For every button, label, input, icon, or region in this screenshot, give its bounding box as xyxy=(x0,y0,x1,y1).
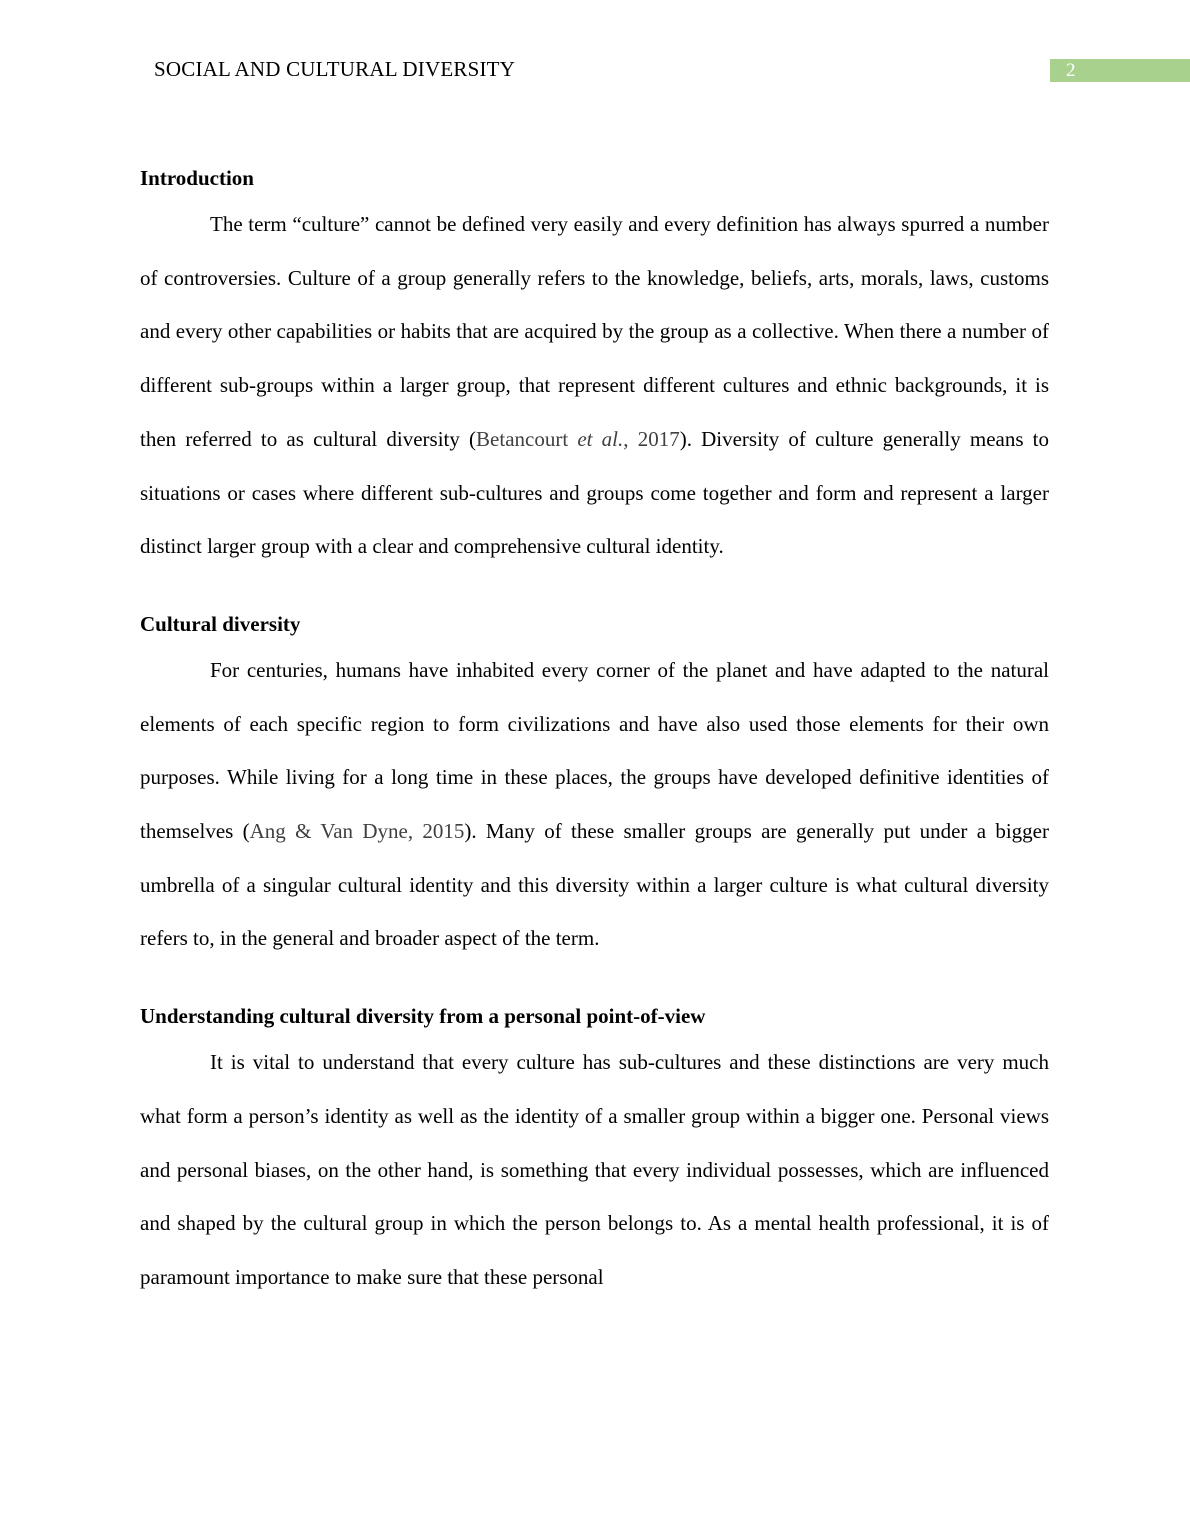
citation: Ang & Van Dyne, 2015 xyxy=(249,819,465,844)
citation-author: Betancourt xyxy=(476,426,578,451)
paragraph-text: ). Many of these smaller groups are generally put under a bigger umbrella of a singular cultural identity and this diversity within a larger culture is what cultural diversity refers to, in the general and broader aspect of the term. xyxy=(140,819,1050,951)
paragraph-text: For centuries, humans have inhabited every corner of the planet and have adapted to the natural elements of each specific region to form civilizations and have also used those elements for their own purposes. While living for a long time in these places, the groups have developed definitive identities of themselves ( xyxy=(140,657,1049,844)
running-head: SOCIAL AND CULTURAL DIVERSITY xyxy=(154,57,516,81)
section-heading-cultural-diversity: Cultural diversity xyxy=(140,611,301,636)
page-number-bar xyxy=(1050,59,1190,82)
paragraph-personal-view: It is vital to understand that every culture has sub-cultures and these distinctions are very much what form a person’s identity as well as the identity of a smaller group within a bigger one. Personal views and personal biases, on the other hand, is something that every individual possesses, which are influenced and shaped by the cultural group in which the person belongs to. As a mental health professional, it is of paramount importance to make sure that these personal xyxy=(140,1050,1049,1289)
citation-etal: et al. xyxy=(577,426,624,451)
page-number: 2 xyxy=(1066,60,1076,81)
paragraph-cultural-diversity xyxy=(140,644,1049,966)
paragraph-introduction xyxy=(140,198,1049,574)
section-heading-personal-view: Understanding cultural diversity from a personal point-of-view xyxy=(140,1004,706,1029)
document-body xyxy=(140,158,1049,1305)
paragraph-text: The term “culture” cannot be defined very easily and every definition has always spurred a number of controversies. Culture of a group generally refers to the knowledge, beliefs, arts, morals, laws, customs and every other capabilities or habits that are acquired by the group as a collective. When there a number of different sub-groups within a larger group, that represent different cultures and ethnic backgrounds, it is then referred to as cultural diversity ( xyxy=(140,212,1049,451)
citation xyxy=(476,427,680,451)
citation-year: , 2017 xyxy=(623,426,680,451)
section-heading-introduction: Introduction xyxy=(140,166,254,190)
paragraph-text: ). Diversity of culture generally means to situations or cases where different sub-cultures and groups come together and form and represent a larger distinct larger group with a clear and comprehensive cultural identity. xyxy=(140,426,1050,559)
